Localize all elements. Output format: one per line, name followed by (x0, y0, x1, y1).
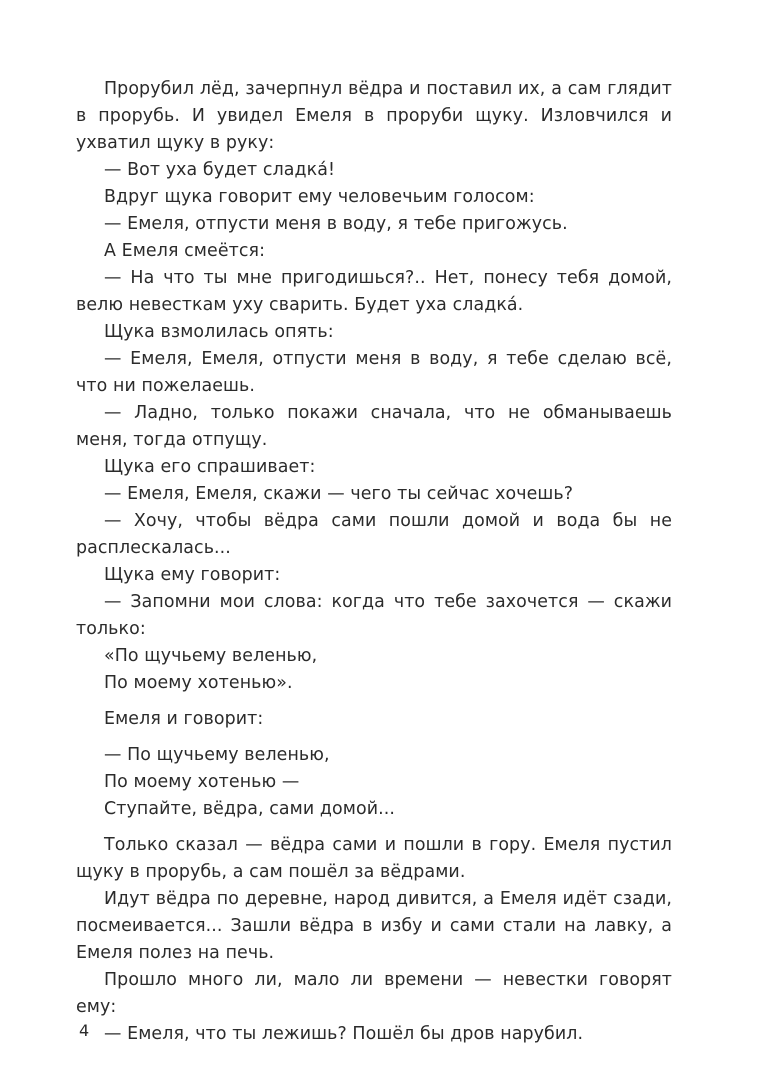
paragraph: Емеля и говорит: (104, 709, 264, 729)
paragraph: Прошло много ли, мало ли времени — невестки говорят ему: (76, 970, 672, 1017)
verse-line: По моему хотенью». (104, 673, 293, 693)
verse-line: По моему хотенью — (104, 772, 300, 792)
paragraph: — Ладно, только покажи сначала, что не обманываешь меня, тогда отпущу. (76, 403, 672, 450)
story-text (76, 76, 672, 1048)
paragraph: — Емеля, Емеля, отпусти меня в воду, я тебе сделаю всё, что ни пожелаешь. (76, 349, 672, 396)
paragraph: Щука его спрашивает: (104, 457, 316, 477)
paragraph: Вдруг щука говорит ему человечьим голосом: (104, 187, 535, 207)
paragraph: — Хочу, чтобы вёдра сами пошли домой и вода бы не расплескалась... (76, 511, 672, 558)
page-number: 4 (79, 1021, 90, 1040)
paragraph: А Емеля смеётся: (104, 241, 266, 261)
paragraph: — Вот уха будет сладка́! (104, 160, 336, 180)
paragraph: Только сказал — вёдра сами и пошли в гору. Емеля пустил щуку в прорубь, а сам пошёл за вёдрами. (76, 835, 672, 882)
paragraph: Идут вёдра по деревне, народ дивится, а Емеля идёт сзади, посмеивается... Зашли вёдра в избу и сами стали на лавку, а Емеля полез на печь. (76, 889, 672, 963)
verse-line: — По щучьему веленью, (104, 745, 330, 765)
spacer (76, 697, 672, 706)
verse-line: «По щучьему веленью, (104, 646, 318, 666)
spacer (76, 823, 672, 832)
paragraph: — Запомни мои слова: когда что тебе захочется — скажи только: (76, 592, 672, 639)
paragraph: Прорубил лёд, зачерпнул вёдра и поставил их, а сам глядит в прорубь. И увидел Емеля в проруби щуку. Изловчился и ухватил щуку в руку: (76, 79, 672, 153)
paragraph: — Емеля, что ты лежишь? Пошёл бы дров нарубил. (104, 1024, 584, 1044)
verse-line: Ступайте, вёдра, сами домой... (104, 799, 395, 819)
paragraph: Щука взмолилась опять: (104, 322, 334, 342)
spacer (76, 733, 672, 742)
paragraph: — На что ты мне пригодишься?.. Нет, понесу тебя домой, велю невесткам уху сварить. Будет уха сладка́. (76, 268, 672, 315)
paragraph: Щука ему говорит: (104, 565, 281, 585)
paragraph: — Емеля, отпусти меня в воду, я тебе пригожусь. (104, 214, 568, 234)
paragraph: — Емеля, Емеля, скажи — чего ты сейчас хочешь? (104, 484, 574, 504)
